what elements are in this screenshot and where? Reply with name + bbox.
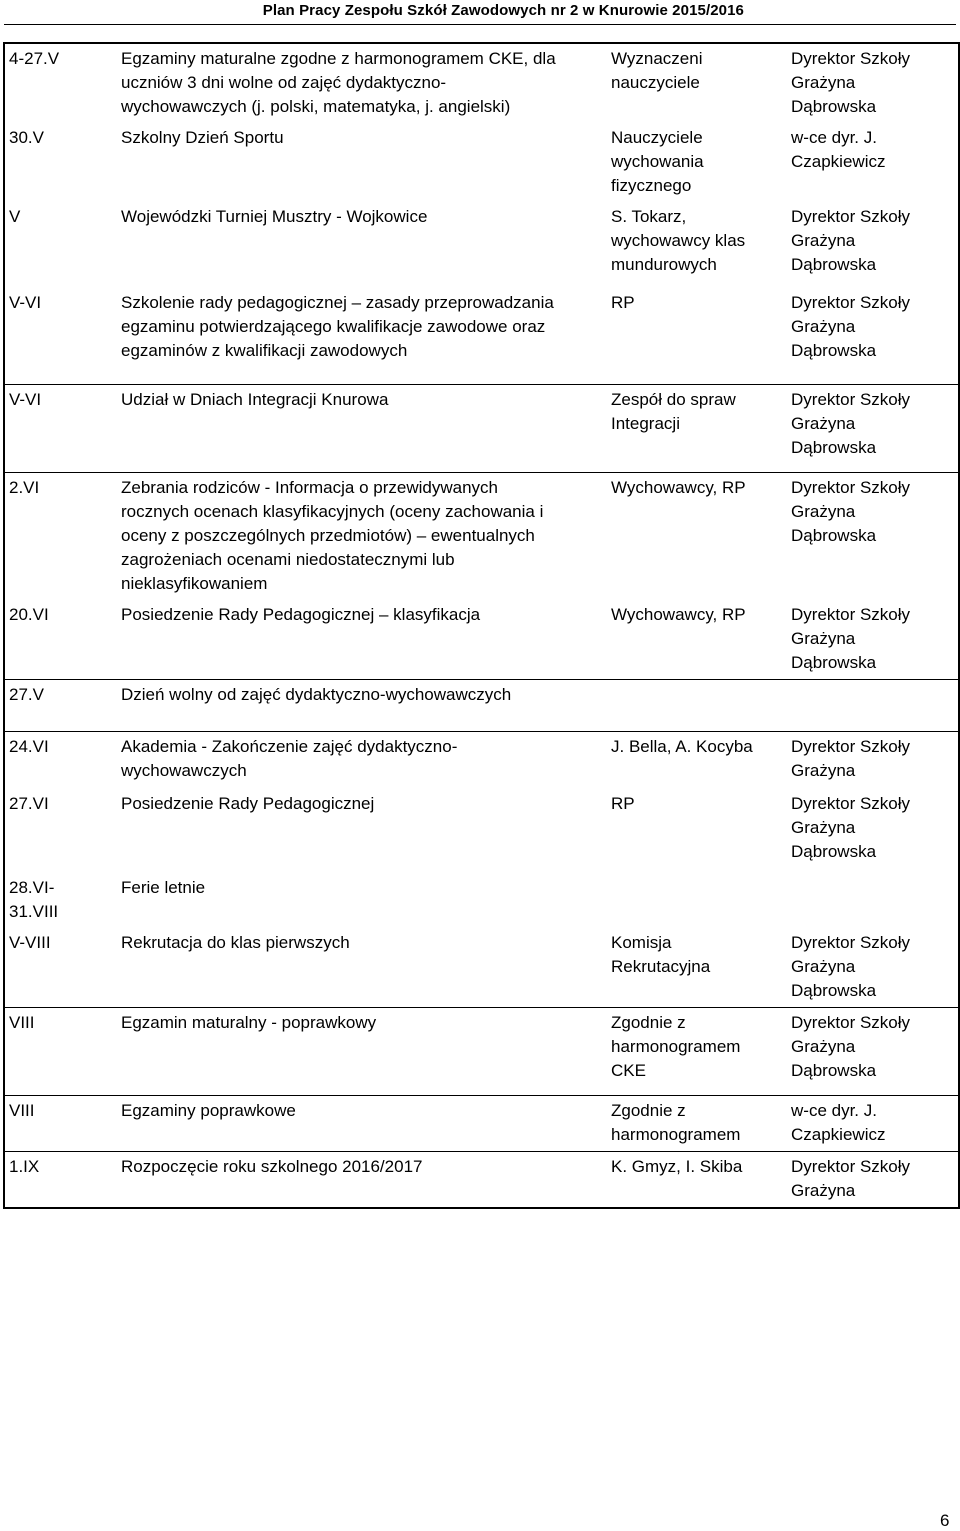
schedule-table-body — [4, 43, 959, 1208]
date-cell-text: 30.V — [9, 128, 44, 147]
table-row — [4, 472, 959, 600]
date-cell — [4, 600, 117, 680]
event-cell — [117, 123, 607, 202]
supervisor-cell — [787, 202, 959, 288]
supervisor-cell — [787, 789, 959, 873]
responsible-cell — [607, 1152, 787, 1209]
supervisor-cell-text: Dyrektor Szkoły Grażyna Dąbrowska — [791, 604, 911, 672]
supervisor-cell-text: Dyrektor Szkoły Grażyna — [791, 1157, 911, 1200]
table-row — [4, 288, 959, 384]
supervisor-cell-text: Dyrektor Szkoły Grażyna Dąbrowska — [791, 794, 911, 861]
responsible-cell — [607, 202, 787, 288]
table-row — [4, 1152, 959, 1209]
header-divider — [4, 24, 956, 25]
date-cell-text: 27.V — [9, 684, 44, 704]
event-cell-text: Egzamin maturalny - poprawkowy — [121, 1013, 377, 1032]
event-cell-text: Akademia - Zakończenie zajęć dydaktyczno- wychowawczych — [121, 736, 458, 780]
event-cell — [117, 384, 607, 472]
supervisor-cell — [787, 600, 959, 680]
date-cell — [4, 873, 117, 928]
event-cell-text: Posiedzenie Rady Pedagogicznej — [121, 794, 375, 813]
date-cell-text: VIII — [9, 1013, 35, 1032]
date-cell-text: 1.IX — [9, 1157, 40, 1176]
event-cell-text: Szkolny Dzień Sportu — [121, 128, 284, 147]
responsible-cell — [607, 928, 787, 1008]
event-cell — [117, 928, 607, 1008]
supervisor-cell-text: Dyrektor Szkoły Grażyna — [791, 736, 911, 780]
event-cell — [117, 472, 607, 600]
responsible-cell-text: Wychowawcy, RP — [611, 604, 746, 624]
date-cell-text: 2.VI — [9, 477, 40, 497]
date-cell-text: 28.VI- 31.VIII — [9, 878, 59, 921]
supervisor-cell-text: Dyrektor Szkoły Grażyna Dąbrowska — [791, 389, 911, 457]
supervisor-cell-text: Dyrektor Szkoły Grażyna Dąbrowska — [791, 1013, 911, 1080]
responsible-cell — [607, 43, 787, 123]
supervisor-cell — [787, 43, 959, 123]
event-cell — [117, 43, 607, 123]
date-cell — [4, 679, 117, 731]
event-cell-text: Dzień wolny od zajęć dydaktyczno-wychowawczych — [121, 684, 512, 704]
table-row — [4, 1008, 959, 1096]
event-cell — [117, 873, 607, 928]
date-cell — [4, 472, 117, 600]
date-cell — [4, 1008, 117, 1096]
responsible-cell-text: Zgodnie z harmonogramem CKE — [611, 1013, 741, 1080]
responsible-cell — [607, 384, 787, 472]
event-cell-text: Rozpoczęcie roku szkolnego 2016/2017 — [121, 1157, 423, 1176]
supervisor-cell — [787, 1152, 959, 1209]
date-cell — [4, 202, 117, 288]
table-row — [4, 731, 959, 789]
responsible-cell — [607, 873, 787, 928]
table-row — [4, 789, 959, 873]
date-cell-text: V-VIII — [9, 933, 51, 952]
supervisor-cell — [787, 1008, 959, 1096]
responsible-cell — [607, 731, 787, 789]
date-cell — [4, 789, 117, 873]
date-cell-text: 20.VI — [9, 604, 49, 624]
table-row — [4, 873, 959, 928]
table-row — [4, 202, 959, 288]
date-cell-text: V-VI — [9, 293, 42, 312]
table-row — [4, 123, 959, 202]
event-cell-text: Szkolenie rady pedagogicznej – zasady przeprowadzania egzaminu potwierdzającego kwalifikacje zawodowe oraz egzaminów z kwalifikacji zawodowych — [121, 293, 554, 360]
event-cell-text: Zebrania rodziców - Informacja o przewidywanych rocznych ocenach klasyfikacyjnych (oceny zachowania i oceny z poszczególnych przedmiotów) – ewentualnych zagrożeniach ocenami niedostatecznymi lub nieklasyfikowaniem — [121, 477, 544, 593]
event-cell — [117, 600, 607, 680]
table-row — [4, 43, 959, 123]
responsible-cell-text: RP — [611, 293, 635, 312]
event-cell — [117, 1152, 607, 1209]
date-cell — [4, 1096, 117, 1152]
responsible-cell-text: RP — [611, 794, 635, 813]
responsible-cell-text: Komisja Rekrutacyjna — [611, 933, 711, 976]
supervisor-cell — [787, 679, 959, 731]
event-cell-text: Wojewódzki Turniej Musztry - Wojkowice — [121, 207, 428, 226]
responsible-cell-text: J. Bella, A. Kocyba — [611, 736, 753, 756]
event-cell-text: Rekrutacja do klas pierwszych — [121, 933, 350, 952]
event-cell-text: Ferie letnie — [121, 878, 206, 897]
event-cell — [117, 288, 607, 384]
supervisor-cell-text: Dyrektor Szkoły Grażyna Dąbrowska — [791, 207, 911, 274]
supervisor-cell-text: Dyrektor Szkoły Grażyna Dąbrowska — [791, 49, 911, 116]
date-cell — [4, 288, 117, 384]
responsible-cell — [607, 288, 787, 384]
supervisor-cell — [787, 288, 959, 384]
event-cell — [117, 1008, 607, 1096]
responsible-cell-text: Wychowawcy, RP — [611, 477, 746, 497]
event-cell-text: Udział w Dniach Integracji Knurowa — [121, 389, 389, 409]
event-cell-text: Egzaminy poprawkowe — [121, 1101, 296, 1120]
date-cell — [4, 123, 117, 202]
event-cell — [117, 679, 607, 731]
table-row — [4, 600, 959, 680]
supervisor-cell — [787, 384, 959, 472]
date-cell — [4, 731, 117, 789]
responsible-cell — [607, 600, 787, 680]
responsible-cell-text: S. Tokarz, wychowawcy klas mundurowych — [611, 207, 746, 274]
event-cell — [117, 789, 607, 873]
responsible-cell — [607, 789, 787, 873]
page-number: 6 — [940, 1511, 950, 1530]
supervisor-cell-text: Dyrektor Szkoły Grażyna Dąbrowska — [791, 933, 911, 1000]
responsible-cell-text: Nauczyciele wychowania fizycznego — [611, 128, 704, 195]
supervisor-cell — [787, 928, 959, 1008]
event-cell — [117, 202, 607, 288]
supervisor-cell — [787, 731, 959, 789]
page-header-title: Plan Pracy Zespołu Szkół Zawodowych nr 2 w Knurowie 2015/2016 — [262, 2, 744, 19]
supervisor-cell — [787, 1096, 959, 1152]
responsible-cell — [607, 123, 787, 202]
supervisor-cell-text: w-ce dyr. J. Czapkiewicz — [791, 1101, 886, 1144]
date-cell-text: 27.VI — [9, 794, 49, 813]
date-cell — [4, 928, 117, 1008]
event-cell — [117, 1096, 607, 1152]
date-cell-text: V-VI — [9, 389, 42, 409]
event-cell-text: Posiedzenie Rady Pedagogicznej – klasyfikacja — [121, 604, 481, 624]
date-cell-text: VIII — [9, 1101, 35, 1120]
event-cell — [117, 731, 607, 789]
event-cell-text: Egzaminy maturalne zgodne z harmonogramem CKE, dla uczniów 3 dni wolne od zajęć dydaktyczno- wychowawczych (j. polski, matematyka, j. angielski) — [121, 49, 556, 116]
responsible-cell-text: Zgodnie z harmonogramem — [611, 1101, 741, 1144]
date-cell-text: V — [9, 207, 21, 226]
table-row — [4, 679, 959, 731]
supervisor-cell-text: Dyrektor Szkoły Grażyna Dąbrowska — [791, 293, 911, 360]
responsible-cell — [607, 472, 787, 600]
supervisor-cell — [787, 472, 959, 600]
date-cell — [4, 1152, 117, 1209]
responsible-cell-text: Zespół do spraw Integracji — [611, 389, 736, 433]
responsible-cell — [607, 1008, 787, 1096]
date-cell-text: 24.VI — [9, 736, 49, 756]
schedule-table — [3, 42, 960, 1209]
table-row — [4, 384, 959, 472]
supervisor-cell-text: w-ce dyr. J. Czapkiewicz — [791, 128, 886, 171]
responsible-cell — [607, 1096, 787, 1152]
date-cell — [4, 384, 117, 472]
supervisor-cell-text: Dyrektor Szkoły Grażyna Dąbrowska — [791, 477, 911, 545]
responsible-cell-text: Wyznaczeni nauczyciele — [611, 49, 703, 92]
table-row — [4, 928, 959, 1008]
responsible-cell-text: K. Gmyz, I. Skiba — [611, 1157, 743, 1176]
date-cell — [4, 43, 117, 123]
supervisor-cell — [787, 123, 959, 202]
date-cell-text: 4-27.V — [9, 49, 60, 68]
supervisor-cell — [787, 873, 959, 928]
table-row — [4, 1096, 959, 1152]
responsible-cell — [607, 679, 787, 731]
